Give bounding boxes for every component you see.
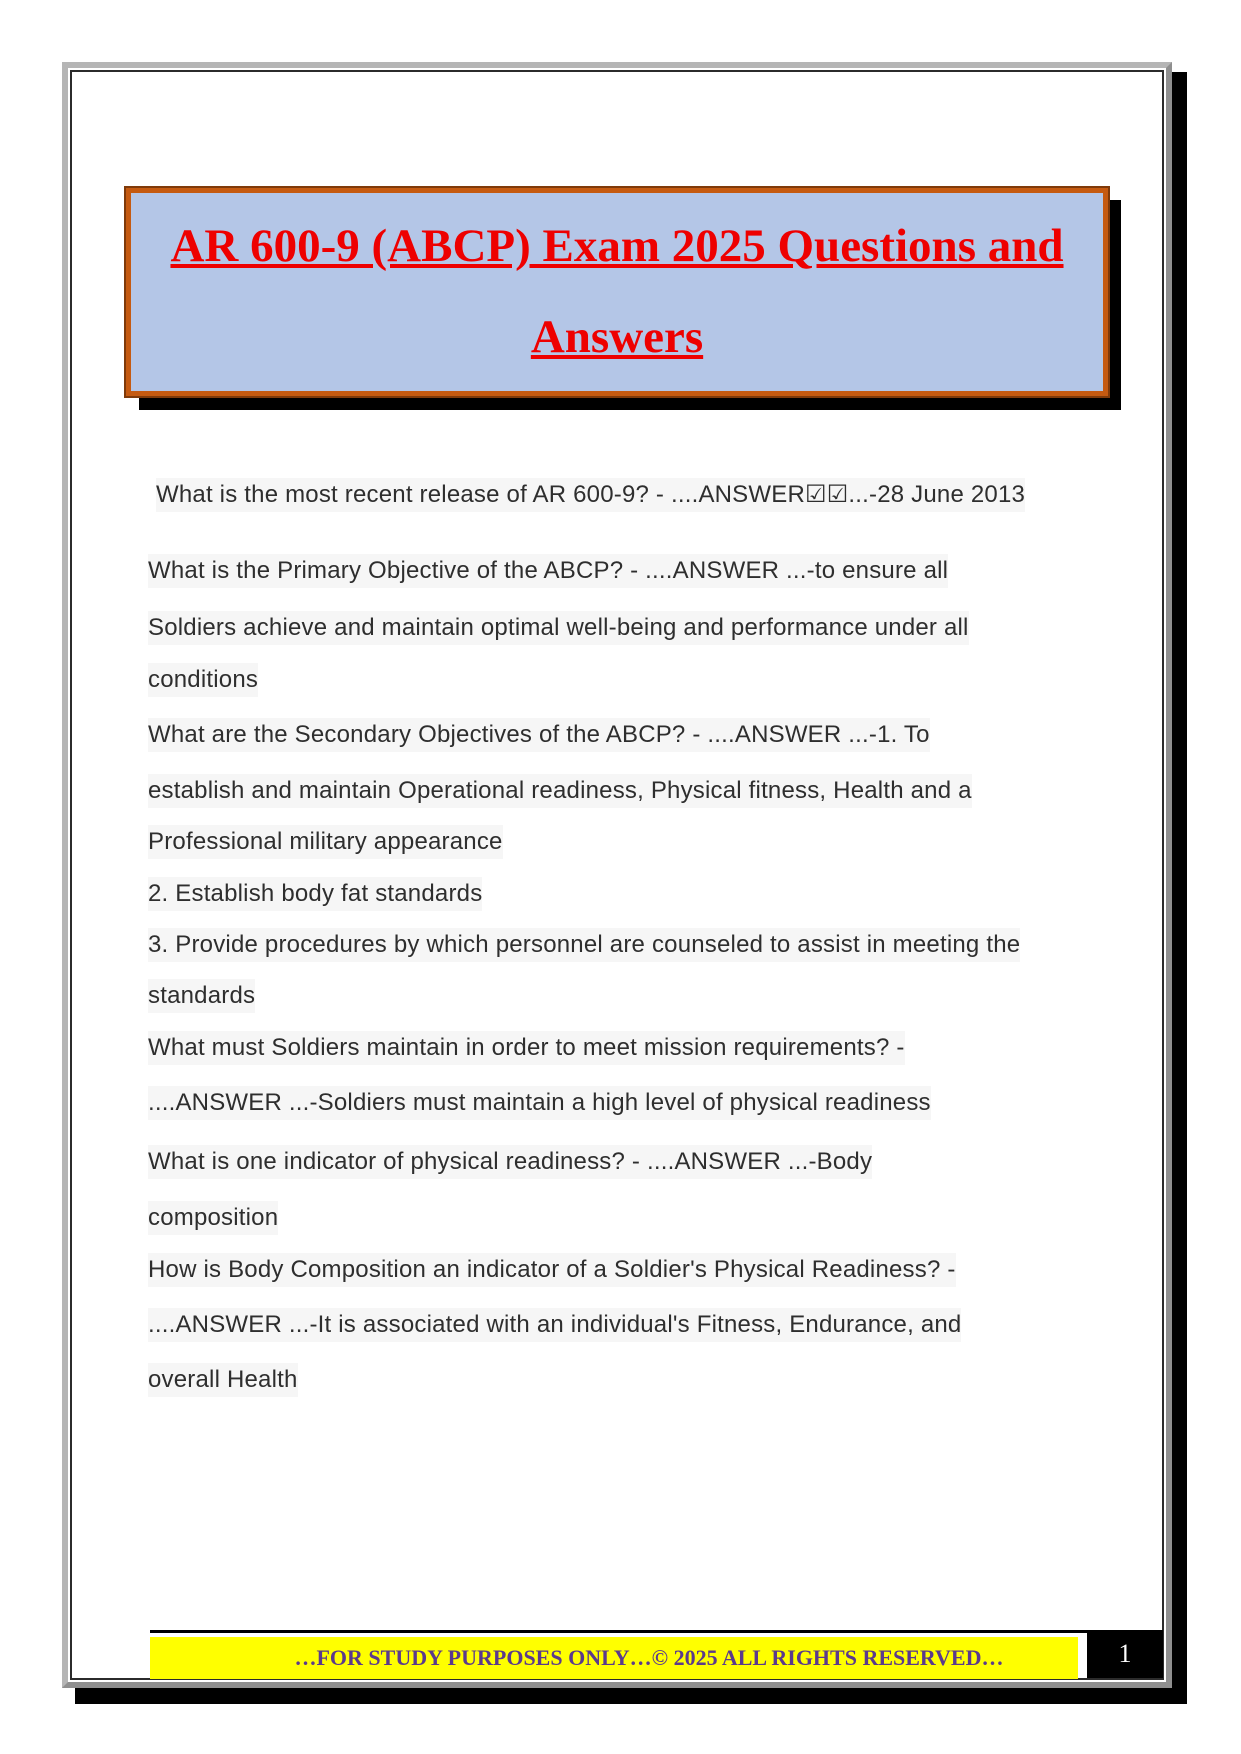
text-line: standards — [148, 979, 255, 1013]
text-line: Soldiers achieve and maintain optimal well-being and performance under all — [148, 611, 969, 645]
text-line: How is Body Composition an indicator of a Soldier's Physical Readiness? - — [148, 1253, 956, 1287]
text-line: What is one indicator of physical readiness? - ....ANSWER ...-Body — [148, 1145, 872, 1179]
text-line: What are the Secondary Objectives of the ABCP? - ....ANSWER ...-1. To — [148, 718, 930, 752]
text-line: ....ANSWER ...-Soldiers must maintain a high level of physical readiness — [148, 1086, 931, 1120]
title-box — [126, 188, 1108, 396]
text-line: What is the most recent release of AR 600-9? - ....ANSWER☑☑...-28 June 2013 — [156, 478, 1025, 512]
text-line: 3. Provide procedures by which personnel are counseled to assist in meeting the — [148, 928, 1020, 962]
text-line: conditions — [148, 663, 258, 697]
text-line: What must Soldiers maintain in order to meet mission requirements? - — [148, 1031, 905, 1065]
text-line: establish and maintain Operational readiness, Physical fitness, Health and a — [148, 774, 972, 808]
footer-rule — [150, 1630, 1100, 1633]
text-line: composition — [148, 1201, 278, 1235]
footer-bar — [150, 1637, 1078, 1679]
text-line: overall Health — [148, 1363, 298, 1397]
page-number: 1 — [1087, 1630, 1163, 1678]
text-line: 2. Establish body fat standards — [148, 877, 482, 911]
text-line: What is the Primary Objective of the ABCP? - ....ANSWER ...-to ensure all — [148, 554, 948, 588]
document-title: AR 600-9 (ABCP) Exam 2025 Questions and Answers — [170, 220, 1064, 363]
footer-notice: …FOR STUDY PURPOSES ONLY…© 2025 ALL RIGHTS RESERVED… — [294, 1645, 1004, 1670]
text-line: Professional military appearance — [148, 825, 503, 859]
text-line: ....ANSWER ...-It is associated with an individual's Fitness, Endurance, and — [148, 1308, 961, 1342]
